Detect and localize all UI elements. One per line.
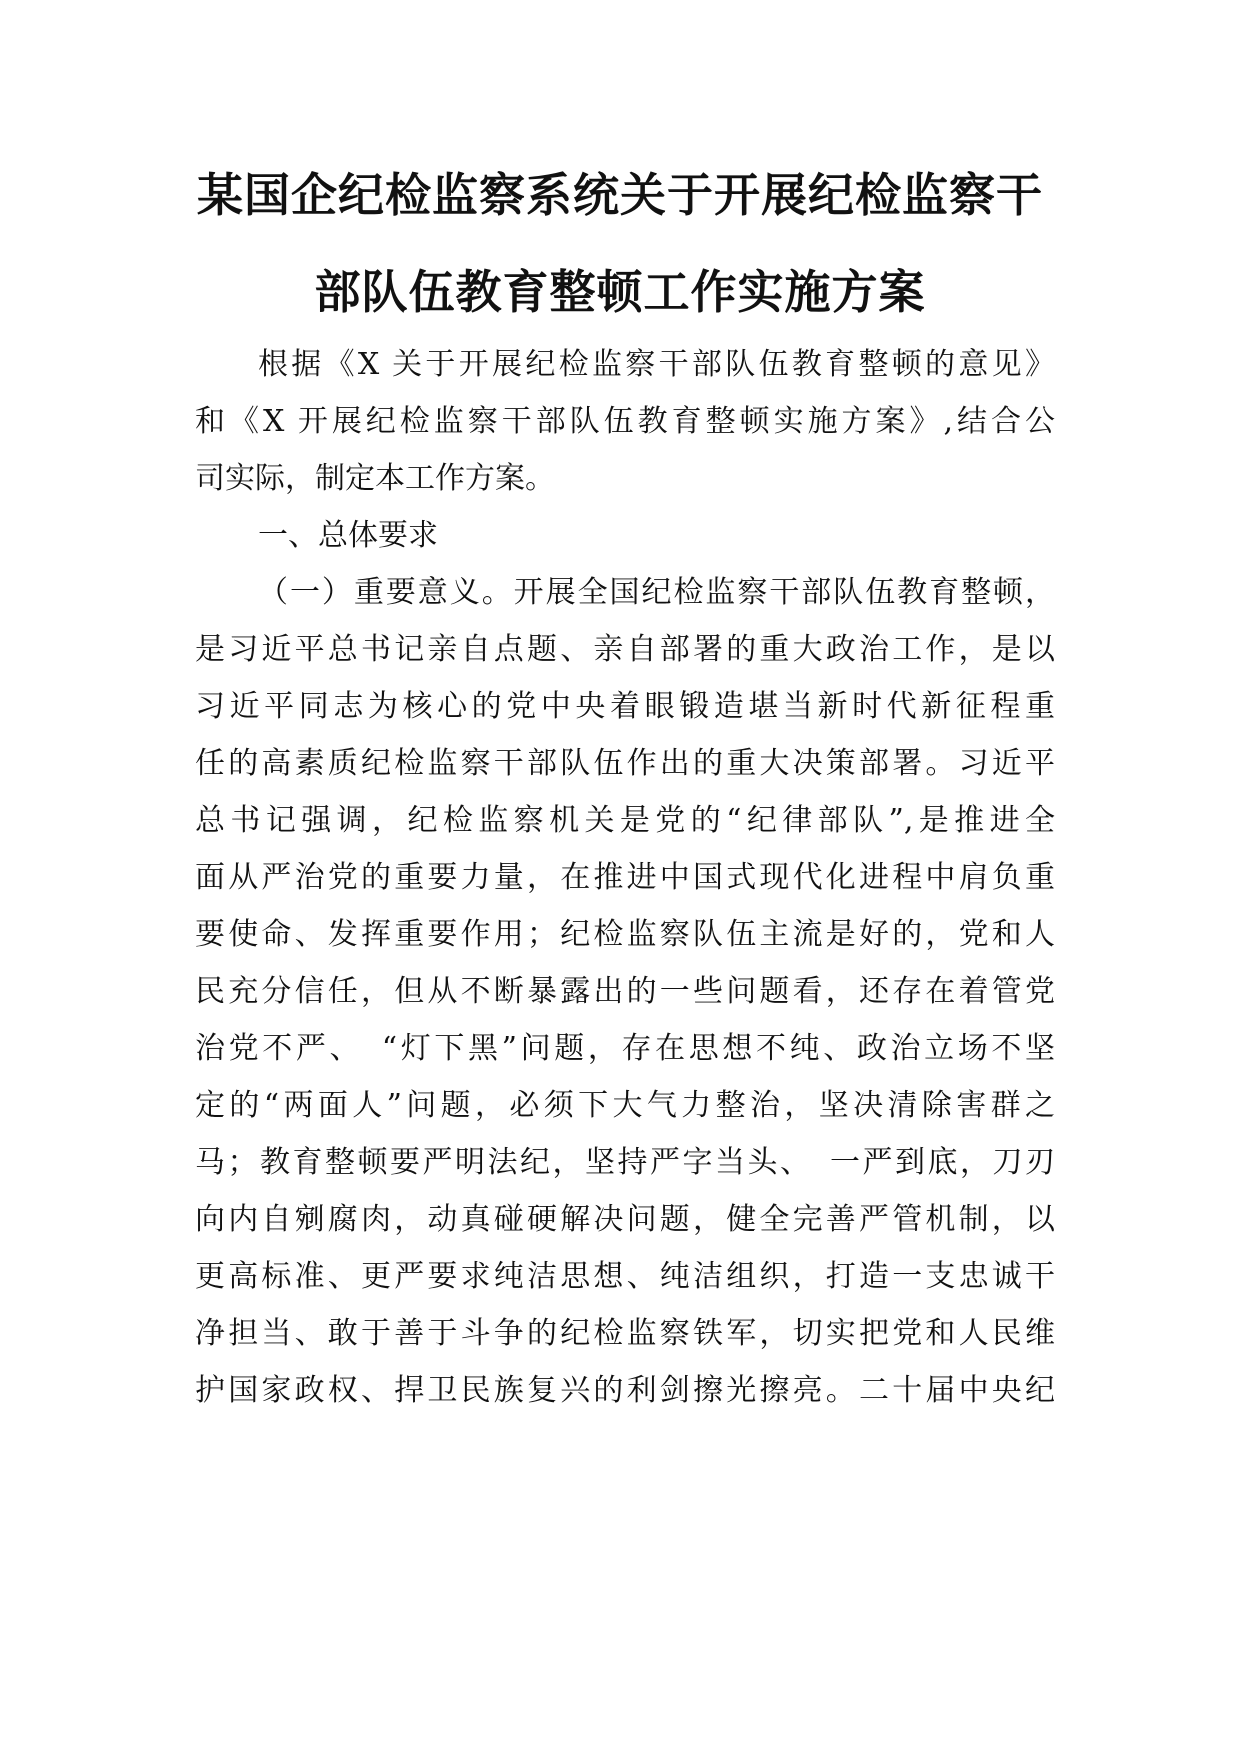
paragraph-line: 要使命、发挥重要作用；纪检监察队伍主流是好的，党和人	[195, 917, 1055, 952]
paragraph-line: 向内自剜腐肉，动真碰硬解决问题，健全完善严管机制，以	[195, 1202, 1055, 1237]
paragraph-line: 任的高素质纪检监察干部队伍作出的重大决策部署。习近平	[195, 746, 1055, 781]
intro-line: 根据《X 关于开展纪检监察干部队伍教育整顿的意见》	[258, 347, 1055, 382]
paragraph-line: 定的“两面人”问题，必须下大气力整治，坚决清除害群之	[195, 1088, 1055, 1123]
paragraph-line: 总书记强调，纪检监察机关是党的“纪律部队”,是推进全	[195, 803, 1055, 838]
paragraph-line: 民充分信任，但从不断暴露出的一些问题看，还存在着管党	[195, 974, 1055, 1009]
document-title-line-1: 某国企纪检监察系统关于开展纪检监察干	[197, 168, 1043, 222]
document-title-line-2: 部队伍教育整顿工作实施方案	[314, 265, 926, 319]
paragraph-line: 习近平同志为核心的党中央着眼锻造堪当新时代新征程重	[195, 689, 1055, 724]
paragraph-line: 治党不严、 “灯下黑”问题，存在思想不纯、政治立场不坚	[195, 1031, 1055, 1066]
paragraph-line: 护国家政权、捍卫民族复兴的利剑擦光擦亮。二十届中央纪	[195, 1373, 1055, 1408]
paragraph-line: 面从严治党的重要力量，在推进中国式现代化进程中肩负重	[195, 860, 1055, 895]
paragraph-line: 是习近平总书记亲自点题、亲自部署的重大政治工作，是以	[195, 632, 1055, 667]
paragraph-line: 净担当、敢于善于斗争的纪检监察铁军，切实把党和人民维	[195, 1316, 1055, 1351]
intro-line: 和《X 开展纪检监察干部队伍教育整顿实施方案》,结合公	[195, 404, 1055, 439]
paragraph-line: 更高标准、更严要求纯洁思想、纯洁组织，打造一支忠诚干	[195, 1259, 1055, 1294]
section-heading: 一、总体要求	[258, 518, 438, 553]
paragraph-line: 马；教育整顿要严明法纪，坚持严字当头、 一严到底，刀刃	[195, 1145, 1055, 1180]
intro-line: 司实际，制定本工作方案。	[195, 461, 555, 496]
paragraph-line: （一）重要意义。开展全国纪检监察干部队伍教育整顿，	[258, 575, 1055, 610]
